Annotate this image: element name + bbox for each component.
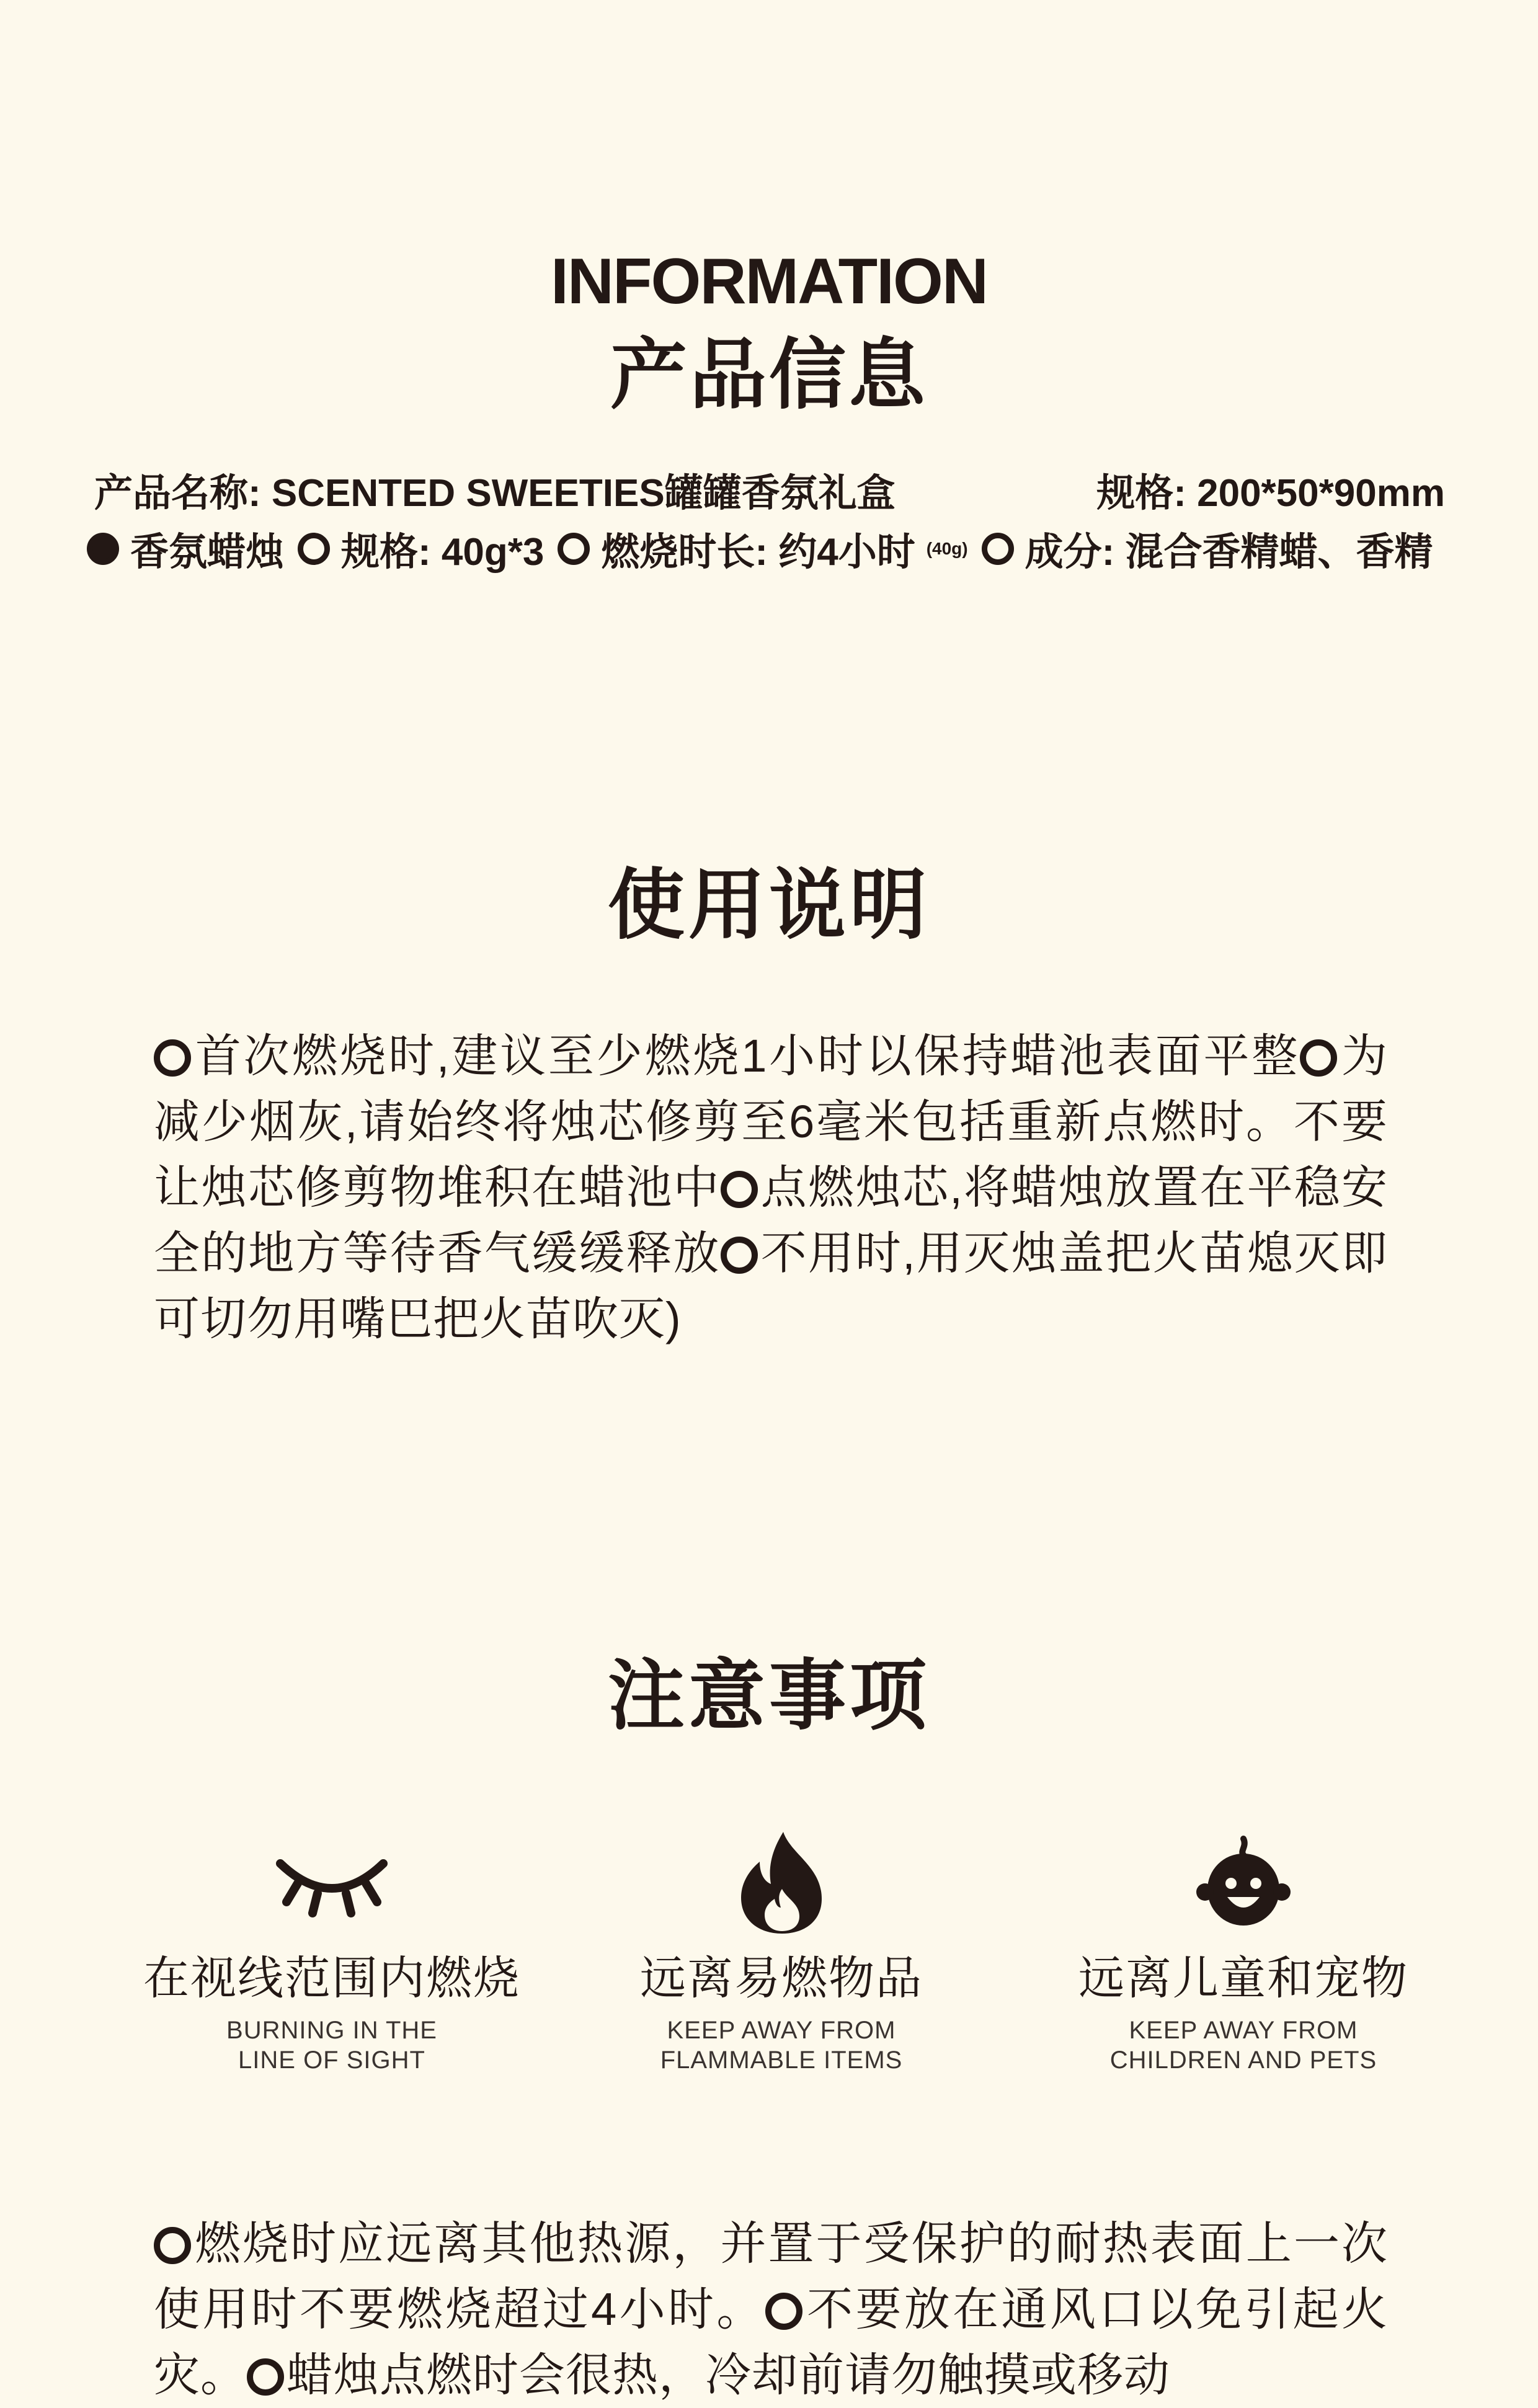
spec-burn-time-note: (40g) [926,538,968,558]
usage-item: 不用时,用灭烛盖把火苗熄灭即可切勿用嘴巴把火苗吹灭) [154,1227,1389,1344]
spec-burn-time-label: 燃烧时长: 约4小时 [601,531,915,574]
spec-ingredients [982,521,1433,576]
spec-burn-time [558,521,967,576]
ring-bullet-icon [298,533,330,565]
spec-row-details [87,521,1433,576]
feature-flammable [564,1823,998,2075]
feature-label-en: BURNING IN THE LINE OF SIGHT [226,2017,437,2074]
ring-bullet-icon [247,2358,284,2396]
usage-item: 首次燃烧时,建议至少燃烧1小时以保持蜡池表面平整 [193,1030,1300,1082]
feature-label-en: KEEP AWAY FROM FLAMMABLE ITEMS [660,2017,903,2074]
section-title-notice: 注意事项 [607,1653,930,1739]
spec-item [87,521,284,576]
notice-paragraph [154,2211,1388,2408]
feature-label-cn: 远离易燃物品 [640,1952,923,2004]
notice-item: 蜡烛点燃时会很热，冷却前请勿触摸或移动 [287,2349,1170,2401]
ring-bullet-icon [982,533,1014,565]
spec-size: 规格: 200*50*90mm [1096,472,1445,515]
ring-bullet-icon [765,2293,802,2330]
section-title-usage: 使用说明 [607,863,930,948]
notice-item: 燃烧时应远离其他热源，并置于受保护的耐热表面上一次使用时不要燃烧超过4小时。 [154,2218,1388,2335]
filled-bullet-icon [87,533,119,565]
section-title-product-info: 产品信息 [610,332,928,418]
ring-bullet-icon [721,1171,758,1208]
flame-icon [564,1823,998,1941]
closed-eye-icon [115,1823,549,1941]
spec-item-label: 香氛蜡烛 [130,531,285,574]
ring-bullet-icon [1300,1039,1337,1077]
section-title-en: INFORMATION [551,246,987,318]
ring-bullet-icon [154,1039,191,1077]
ring-bullet-icon [558,533,590,565]
spec-ingredients-label: 成分: 混合香精蜡、香精 [1025,531,1433,574]
ring-bullet-icon [154,2227,191,2264]
ring-bullet-icon [721,1237,758,1274]
feature-label-en: KEEP AWAY FROM CHILDREN AND PETS [1109,2017,1377,2074]
usage-item: 点燃烛芯,将蜡烛放置在平稳安全的地方等待香气缓缓释放 [154,1162,1389,1279]
feature-label-cn: 远离儿童和宠物 [1078,1952,1408,2004]
spec-weight-label: 规格: 40g*3 [341,531,545,574]
feature-line-of-sight [115,1823,549,2075]
spec-product-name: 产品名称: SCENTED SWEETIES罐罐香氛礼盒 [94,472,896,515]
notice-item: 不要放在通风口以免引起火灾。 [154,2283,1389,2401]
usage-item: 为减少烟灰,请始终将烛芯修剪至6毫米包括重新点燃时。不要让烛芯修剪物堆积在蜡池中 [154,1030,1389,1213]
feature-label-cn: 在视线范围内燃烧 [143,1952,520,2004]
feature-children-pets [1026,1823,1460,2075]
spec-weight [298,521,544,576]
baby-face-icon [1026,1823,1460,1941]
usage-paragraph [154,1023,1388,1352]
